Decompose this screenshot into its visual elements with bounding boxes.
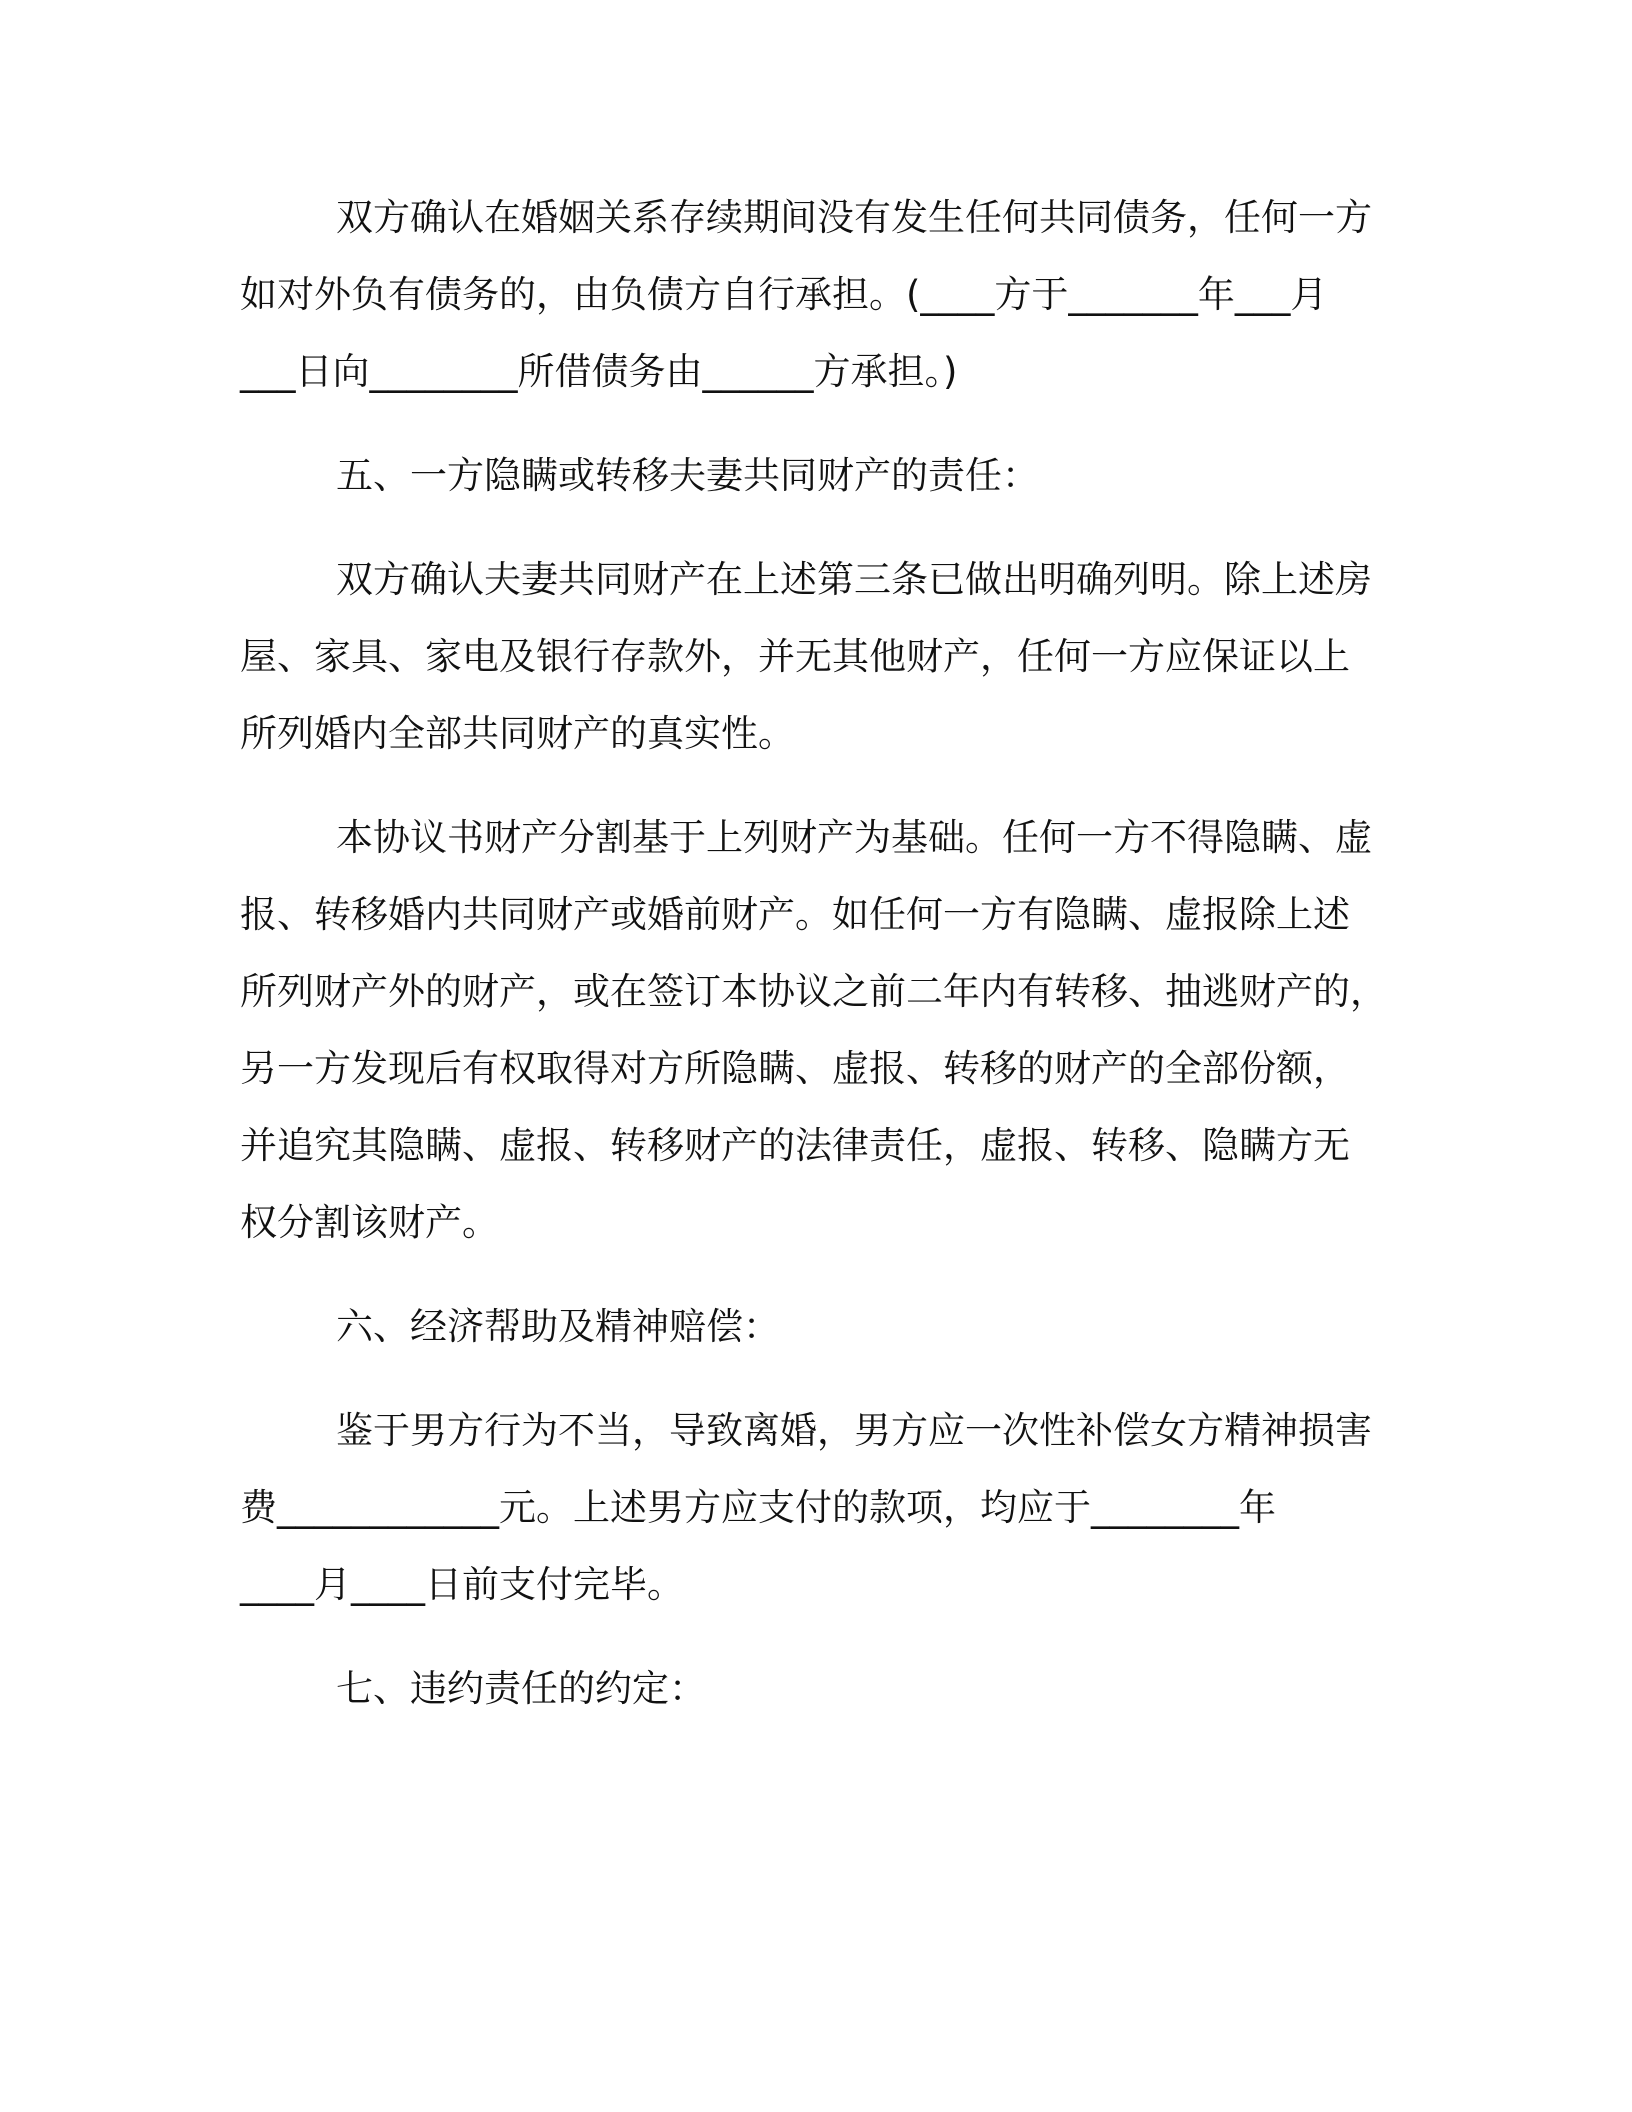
paragraph-line: 费____________元。上述男方应支付的款项，均应于________年 [240, 1486, 1276, 1529]
paragraph-line: 双方确认夫妻共同财产在上述第三条已做出明确列明。除上述房 [336, 558, 1372, 601]
property-confirmation-paragraph [240, 550, 1392, 781]
section-six-heading [240, 1297, 1392, 1374]
section-heading: 五、一方隐瞒或转移夫妻共同财产的责任： [336, 454, 1039, 497]
paragraph-line: 屋、家具、家电及银行存款外，并无其他财产，任何一方应保证以上 [240, 635, 1350, 678]
paragraph-line: 所列婚内全部共同财产的真实性。 [240, 712, 795, 755]
paragraph-line: ___日向________所借债务由______方承担。) [240, 350, 958, 393]
paragraph-line: 报、转移婚内共同财产或婚前财产。如任何一方有隐瞒、虚报除上述 [240, 893, 1350, 936]
compensation-paragraph [240, 1401, 1392, 1632]
paragraph-line: 双方确认在婚姻关系存续期间没有发生任何共同债务，任何一方 [336, 196, 1372, 239]
paragraph-line: 如对外负有债务的，由负债方自行承担。(____方于_______年___月 [240, 273, 1328, 316]
debt-paragraph [240, 188, 1392, 419]
section-heading: 六、经济帮助及精神赔偿： [336, 1305, 780, 1348]
paragraph-line: 鉴于男方行为不当，导致离婚，男方应一次性补偿女方精神损害 [336, 1409, 1372, 1452]
paragraph-line: 所列财产外的财产，或在签订本协议之前二年内有转移、抽逃财产的， [240, 970, 1387, 1013]
property-division-paragraph [240, 808, 1392, 1270]
document-page [240, 188, 1392, 1736]
section-five-heading [240, 446, 1392, 523]
paragraph-line: 权分割该财产。 [240, 1201, 499, 1244]
paragraph-line: 并追究其隐瞒、虚报、转移财产的法律责任，虚报、转移、隐瞒方无 [240, 1124, 1350, 1167]
paragraph-line: ____月____日前支付完毕。 [240, 1563, 684, 1606]
section-heading: 七、违约责任的约定： [336, 1667, 706, 1710]
paragraph-line: 本协议书财产分割基于上列财产为基础。任何一方不得隐瞒、虚 [336, 816, 1372, 859]
section-seven-heading [240, 1659, 1392, 1736]
paragraph-line: 另一方发现后有权取得对方所隐瞒、虚报、转移的财产的全部份额， [240, 1047, 1350, 1090]
